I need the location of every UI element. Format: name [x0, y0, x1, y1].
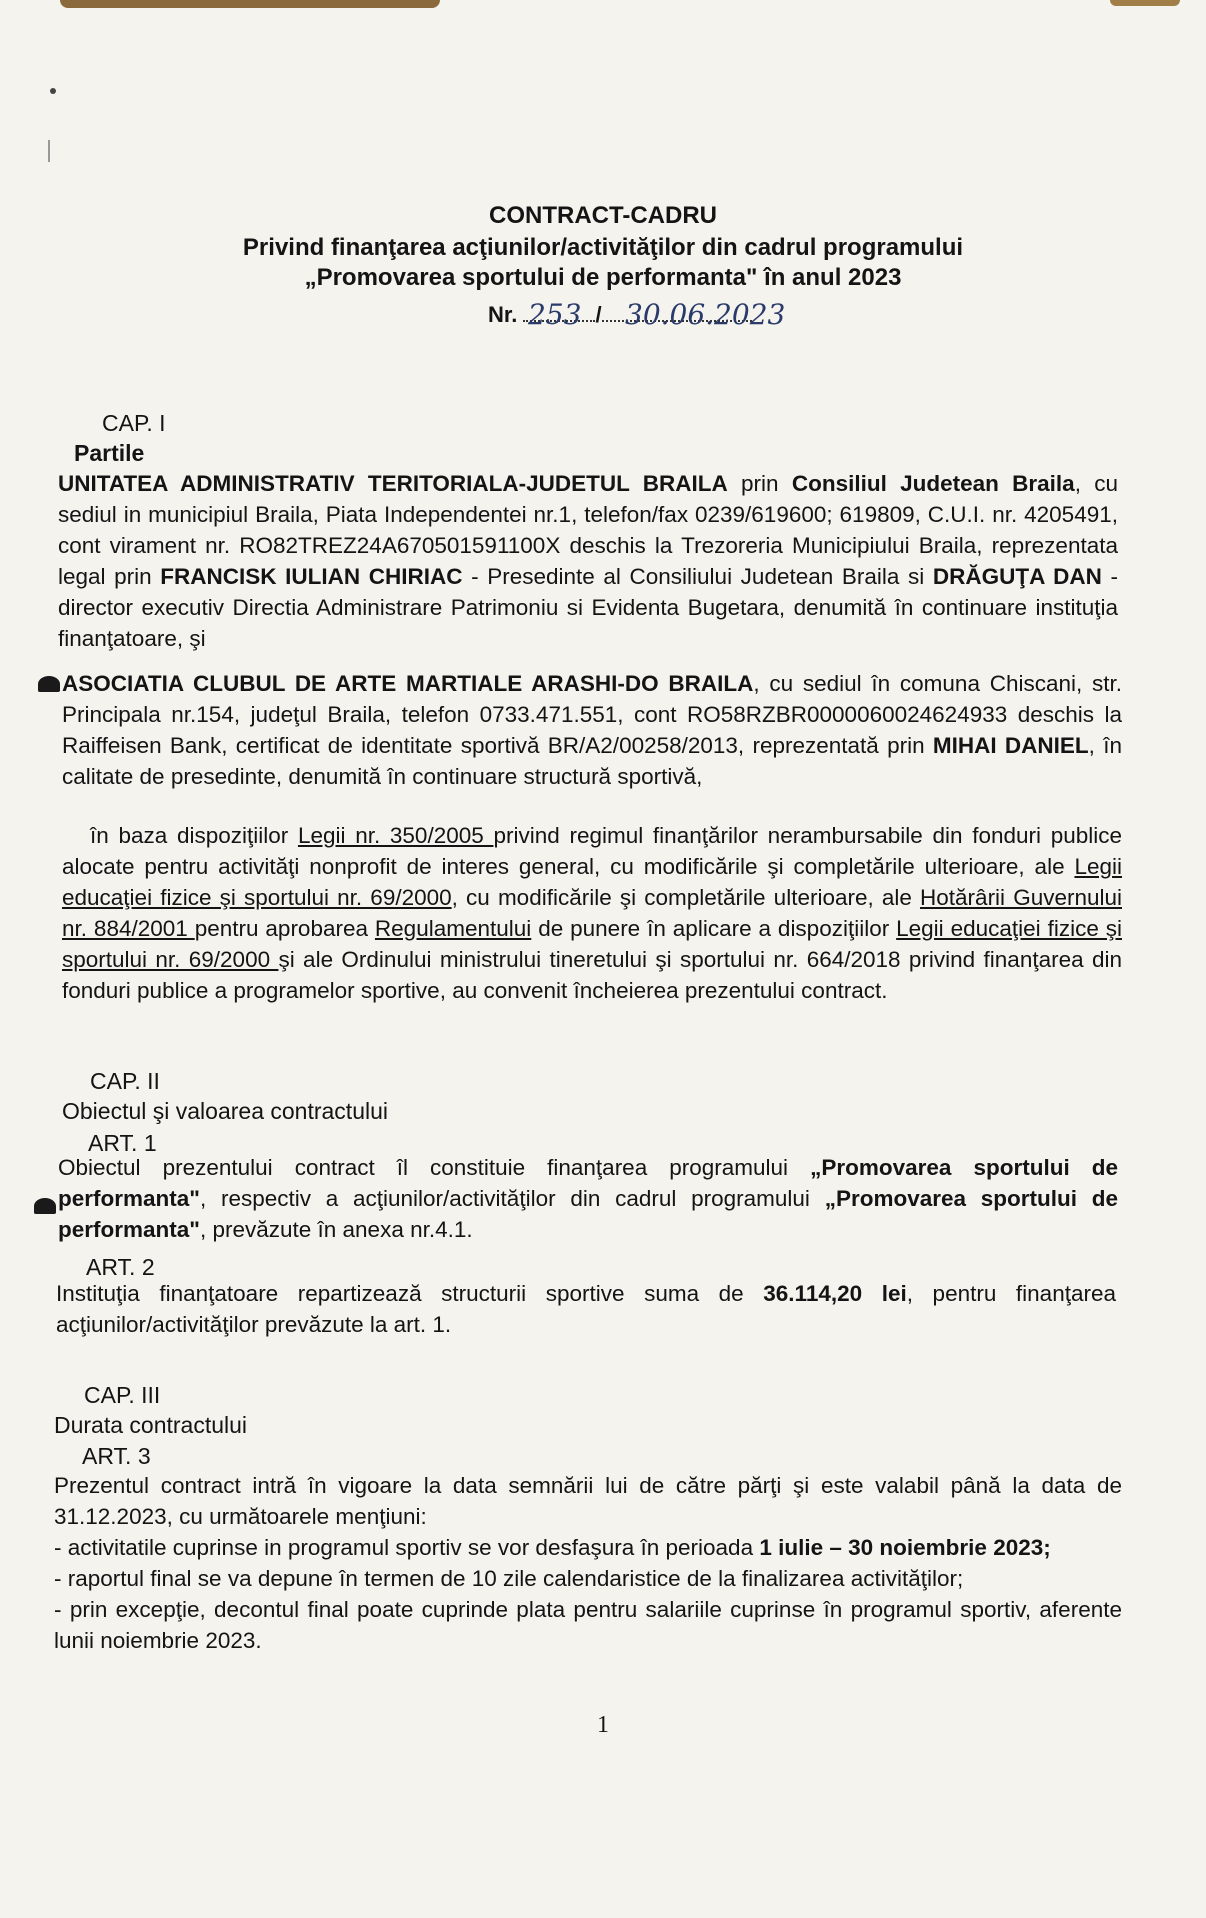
art1-text: , prevăzute în anexa nr.4.1. [199, 1217, 473, 1242]
party1-representative1: FRANCISK IULIAN CHIRIAC [160, 564, 463, 589]
activity-period: 1 iulie – 30 noiembrie 2023; [759, 1535, 1051, 1560]
page-number: 1 [597, 1712, 609, 1738]
scan-speck [48, 140, 50, 162]
cap2-heading: CAP. II [90, 1068, 160, 1094]
basis-text: pentru aprobarea [194, 916, 375, 941]
party2-representative: MIHAI DANIEL [932, 733, 1089, 758]
program-name: „Promovarea sportului de performanta" [58, 1155, 1118, 1211]
nr-label: Nr. [488, 302, 518, 327]
art2-label: ART. 2 [86, 1254, 155, 1280]
handwritten-contract-number: 253 [528, 298, 582, 331]
document-subtitle-line2: „Promovarea sportului de performanta" în anul 2023 [304, 264, 902, 291]
art1-paragraph [58, 1152, 1118, 1245]
party1-representative2: DRĂGUŢA DAN [932, 564, 1102, 589]
document-subtitle-line1: Privind finanţarea acţiunilor/activităţilor din cadrul programului [242, 234, 964, 261]
art1-text: , respectiv a acţiunilor/activităţilor din cadrul programului [199, 1186, 825, 1211]
party2-text1: , cu sediul în comuna Chiscani, str. Principala nr.154, judeţul Braila, telefon 0733.471.551, cont RO58RZBR0000060024624933 deschis la Raiffeisen Bank, certificat de identitate sportivă BR/A2/00258/2013, reprezentată prin [62, 671, 1122, 758]
law-69-2000-ref: Legii educaţiei fizice şi sportului nr. 69/2000 [62, 916, 1122, 972]
punch-hole-mark [38, 676, 60, 692]
art3-intro: Prezentul contract intră în vigoare la data semnării lui de către părţi şi este valabil până la data de 31.12.2023, cu următoarele menţiuni: [54, 1473, 1122, 1529]
program-name: „Promovarea sportului de performanta" [58, 1186, 1118, 1242]
cap3-title: Durata contractului [54, 1412, 248, 1438]
party2-text2: , în calitate de presedinte, denumită în continuare structură sportivă, [62, 733, 1122, 789]
regulament: Regulamentului [374, 916, 532, 941]
basis-text: privind regimul finanţărilor nerambursabile din fonduri publice alocate pentru activităţi nonprofit de interes general, cu modificările şi completările ulterioare, ale [62, 823, 1122, 879]
party1-text3: - director executiv Directia Administrare Patrimoniu si Evidenta Bugetara, denumită în continuare instituţia finanţatoare, şi [58, 564, 1118, 651]
party1-council: Consiliul Judetean Braila [791, 471, 1075, 496]
party1-paragraph [58, 468, 1118, 654]
hg-884-2001: Hotărârii Guvernului nr. 884/2001 [62, 885, 1122, 941]
art2-text: Instituţia finanţatoare repartizează structurii sportive suma de [56, 1281, 764, 1306]
party1-text1: , cu sediul in municipiul Braila, Piata Independentei nr.1, telefon/fax 0239/619600; 619809, C.U.I. nr. 4205491, cont virament nr. RO82TREZ24A670501591100X deschis la Trezoreria Municipiului Braila, reprezentata legal prin [58, 471, 1118, 589]
cap3-heading: CAP. III [84, 1382, 161, 1408]
party1-name: UNITATEA ADMINISTRATIV TERITORIALA-JUDETUL BRAILA [58, 471, 728, 496]
scan-speck [50, 88, 56, 94]
scan-edge-artifact [1110, 0, 1180, 6]
basis-text: şi ale Ordinului ministrului tineretului şi sportului nr. 664/2018 privind finanţarea din fonduri publice a programelor sportive, au convenit încheierea prezentului contract. [62, 947, 1122, 1003]
party2-paragraph [62, 668, 1122, 792]
art2-paragraph [56, 1278, 1116, 1340]
punch-hole-mark [34, 1198, 56, 1214]
party2-name: ASOCIATIA CLUBUL DE ARTE MARTIALE ARASHI-DO BRAILA [62, 671, 754, 696]
cap1-heading: CAP. I [102, 410, 166, 436]
party1-prin: prin [727, 471, 792, 496]
art3-bullet-2: - raportul final se va depune în termen de 10 zile calendaristice de la finalizarea activităţilor; [54, 1566, 964, 1591]
art3-paragraph [54, 1470, 1122, 1656]
basis-text: de punere în aplicare a dispoziţiilor [531, 916, 897, 941]
law-350-2005: Legii nr. 350/2005 [297, 823, 494, 848]
handwritten-contract-date: 30.06.2023 [625, 298, 786, 331]
legal-basis-paragraph [62, 820, 1122, 1006]
art1-text: Obiectul prezentului contract îl constituie finanţarea programului [58, 1155, 811, 1180]
basis-text: , cu modificările şi completările ulterioare, ale [451, 885, 921, 910]
basis-text: în baza dispoziţiilor [90, 823, 298, 848]
law-69-2000: Legii educaţiei fizice şi sportului nr. 69/2000 [62, 854, 1122, 910]
bullet-text: - activitatile cuprinse in programul sportiv se vor desfaşura în perioada [54, 1535, 760, 1560]
art1-label: ART. 1 [88, 1130, 157, 1156]
allocated-amount: 36.114,20 lei [763, 1281, 907, 1306]
art3-bullet-1 [54, 1532, 1122, 1563]
nr-separator: / [595, 302, 602, 327]
art3-label: ART. 3 [82, 1443, 151, 1469]
document-title: CONTRACT-CADRU [489, 202, 717, 229]
art3-bullet-3: - prin excepţie, decontul final poate cuprinde plata pentru salariile cuprinse în programul sportiv, aferente lunii noiembrie 2023. [54, 1597, 1122, 1653]
party1-text2: - Presedinte al Consiliului Judetean Braila si [462, 564, 933, 589]
scan-edge-artifact [60, 0, 440, 8]
cap1-title: Partile [74, 440, 145, 466]
art2-text: , pentru finanţarea acţiunilor/activităţilor prevăzute la art. 1. [56, 1281, 1116, 1337]
cap2-title: Obiectul şi valoarea contractului [62, 1098, 388, 1124]
